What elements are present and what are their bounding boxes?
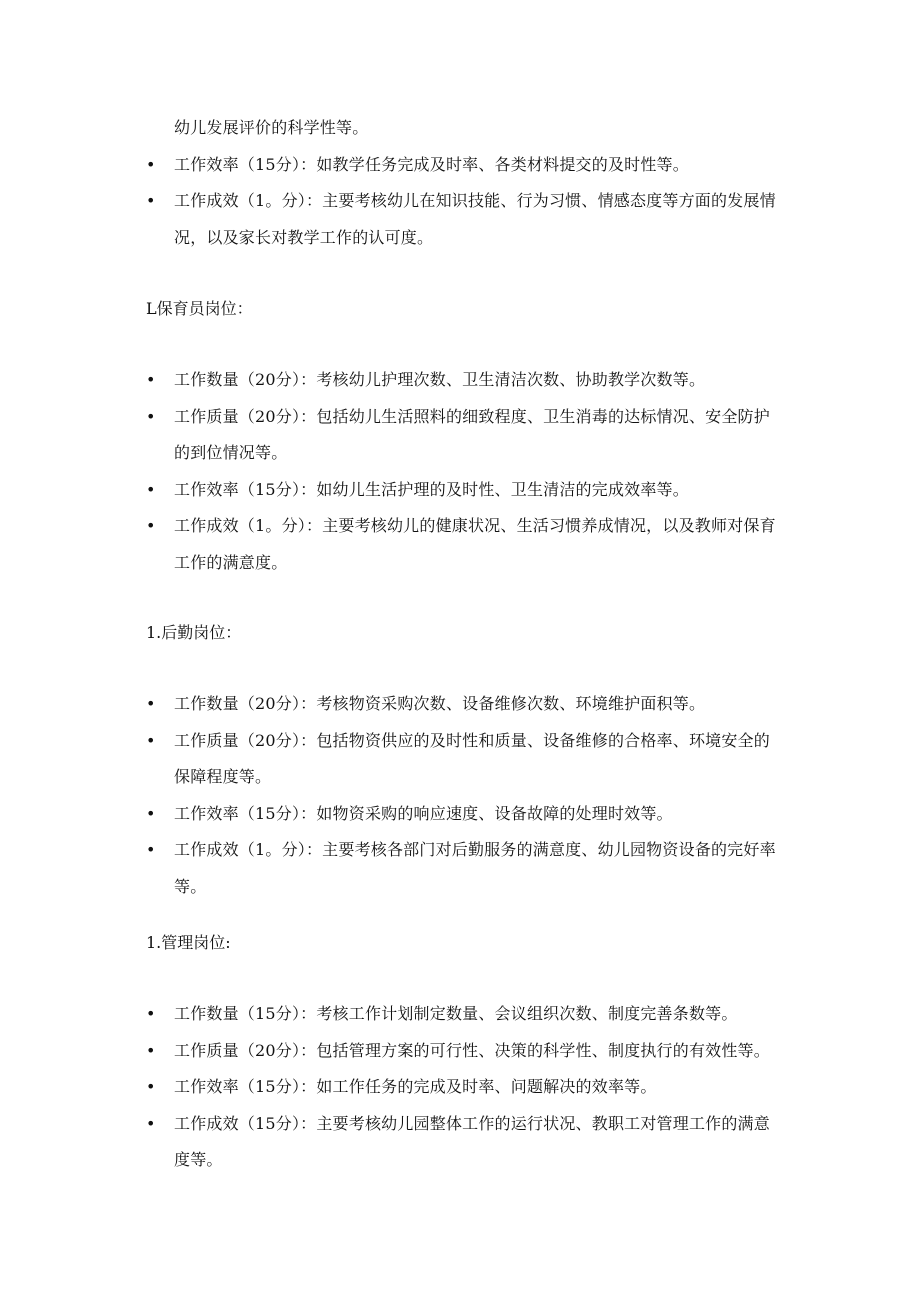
bullet-glyph: • (146, 1114, 156, 1133)
list-item-continuation: 况，以及家长对教学工作的认可度。 (174, 228, 434, 247)
list-item-continuation: 保障程度等。 (174, 767, 272, 786)
bullet-glyph: • (146, 370, 156, 389)
list-item: 工作效率（15分）：如工作任务的完成及时率、问题解决的效率等。 (174, 1077, 657, 1096)
list-item: 工作成效（15分）：主要考核幼儿园整体工作的运行状况、教职工对管理工作的满意 (174, 1114, 770, 1133)
bullet-glyph: • (146, 804, 156, 823)
paragraph-continuation: 幼儿发展评价的科学性等。 (174, 118, 369, 137)
list-item: 工作成效（1。分）：主要考核幼儿在知识技能、行为习惯、情感态度等方面的发展情 (174, 191, 776, 210)
list-item-continuation: 的到位情况等。 (174, 443, 288, 462)
list-item: 工作效率（15分）：如幼儿生活护理的及时性、卫生清洁的完成效率等。 (174, 480, 689, 499)
list-item: 工作质量（20分）：包括管理方案的可行性、决策的科学性、制度执行的有效性等。 (174, 1041, 770, 1060)
list-item: 工作效率（15分）：如教学任务完成及时率、各类材料提交的及时性等。 (174, 155, 689, 174)
bullet-glyph: • (146, 480, 156, 499)
list-item-continuation: 等。 (174, 877, 207, 896)
bullet-glyph: • (146, 1041, 156, 1060)
bullet-glyph: • (146, 516, 156, 535)
list-item: 工作成效（1。分）：主要考核幼儿的健康状况、生活习惯养成情况，以及教师对保育 (174, 516, 776, 535)
list-item: 工作数量（20分）：考核幼儿护理次数、卫生清洁次数、协助教学次数等。 (174, 370, 706, 389)
bullet-glyph: • (146, 191, 156, 210)
list-item: 工作效率（15分）：如物资采购的响应速度、设备故障的处理时效等。 (174, 804, 673, 823)
bullet-glyph: • (146, 407, 156, 426)
section-heading: L保育员岗位： (146, 299, 253, 318)
bullet-glyph: • (146, 694, 156, 713)
bullet-glyph: • (146, 1004, 156, 1023)
bullet-glyph: • (146, 1077, 156, 1096)
section-heading: 1.管理岗位: (146, 933, 231, 952)
bullet-glyph: • (146, 840, 156, 859)
bullet-glyph: • (146, 731, 156, 750)
list-item: 工作数量（15分）：考核工作计划制定数量、会议组织次数、制度完善条数等。 (174, 1004, 738, 1023)
list-item: 工作数量（20分）：考核物资采购次数、设备维修次数、环境维护面积等。 (174, 694, 706, 713)
list-item-continuation: 工作的满意度。 (174, 553, 288, 572)
section-heading: 1.后勤岗位： (146, 623, 242, 642)
list-item: 工作质量（20分）：包括幼儿生活照料的细致程度、卫生消毒的达标情况、安全防护 (174, 407, 770, 426)
list-item: 工作成效（1。分）：主要考核各部门对后勤服务的满意度、幼儿园物资设备的完好率 (174, 840, 776, 859)
bullet-glyph: • (146, 155, 156, 174)
list-item: 工作质量（20分）：包括物资供应的及时性和质量、设备维修的合格率、环境安全的 (174, 731, 770, 750)
list-item-continuation: 度等。 (174, 1150, 223, 1169)
